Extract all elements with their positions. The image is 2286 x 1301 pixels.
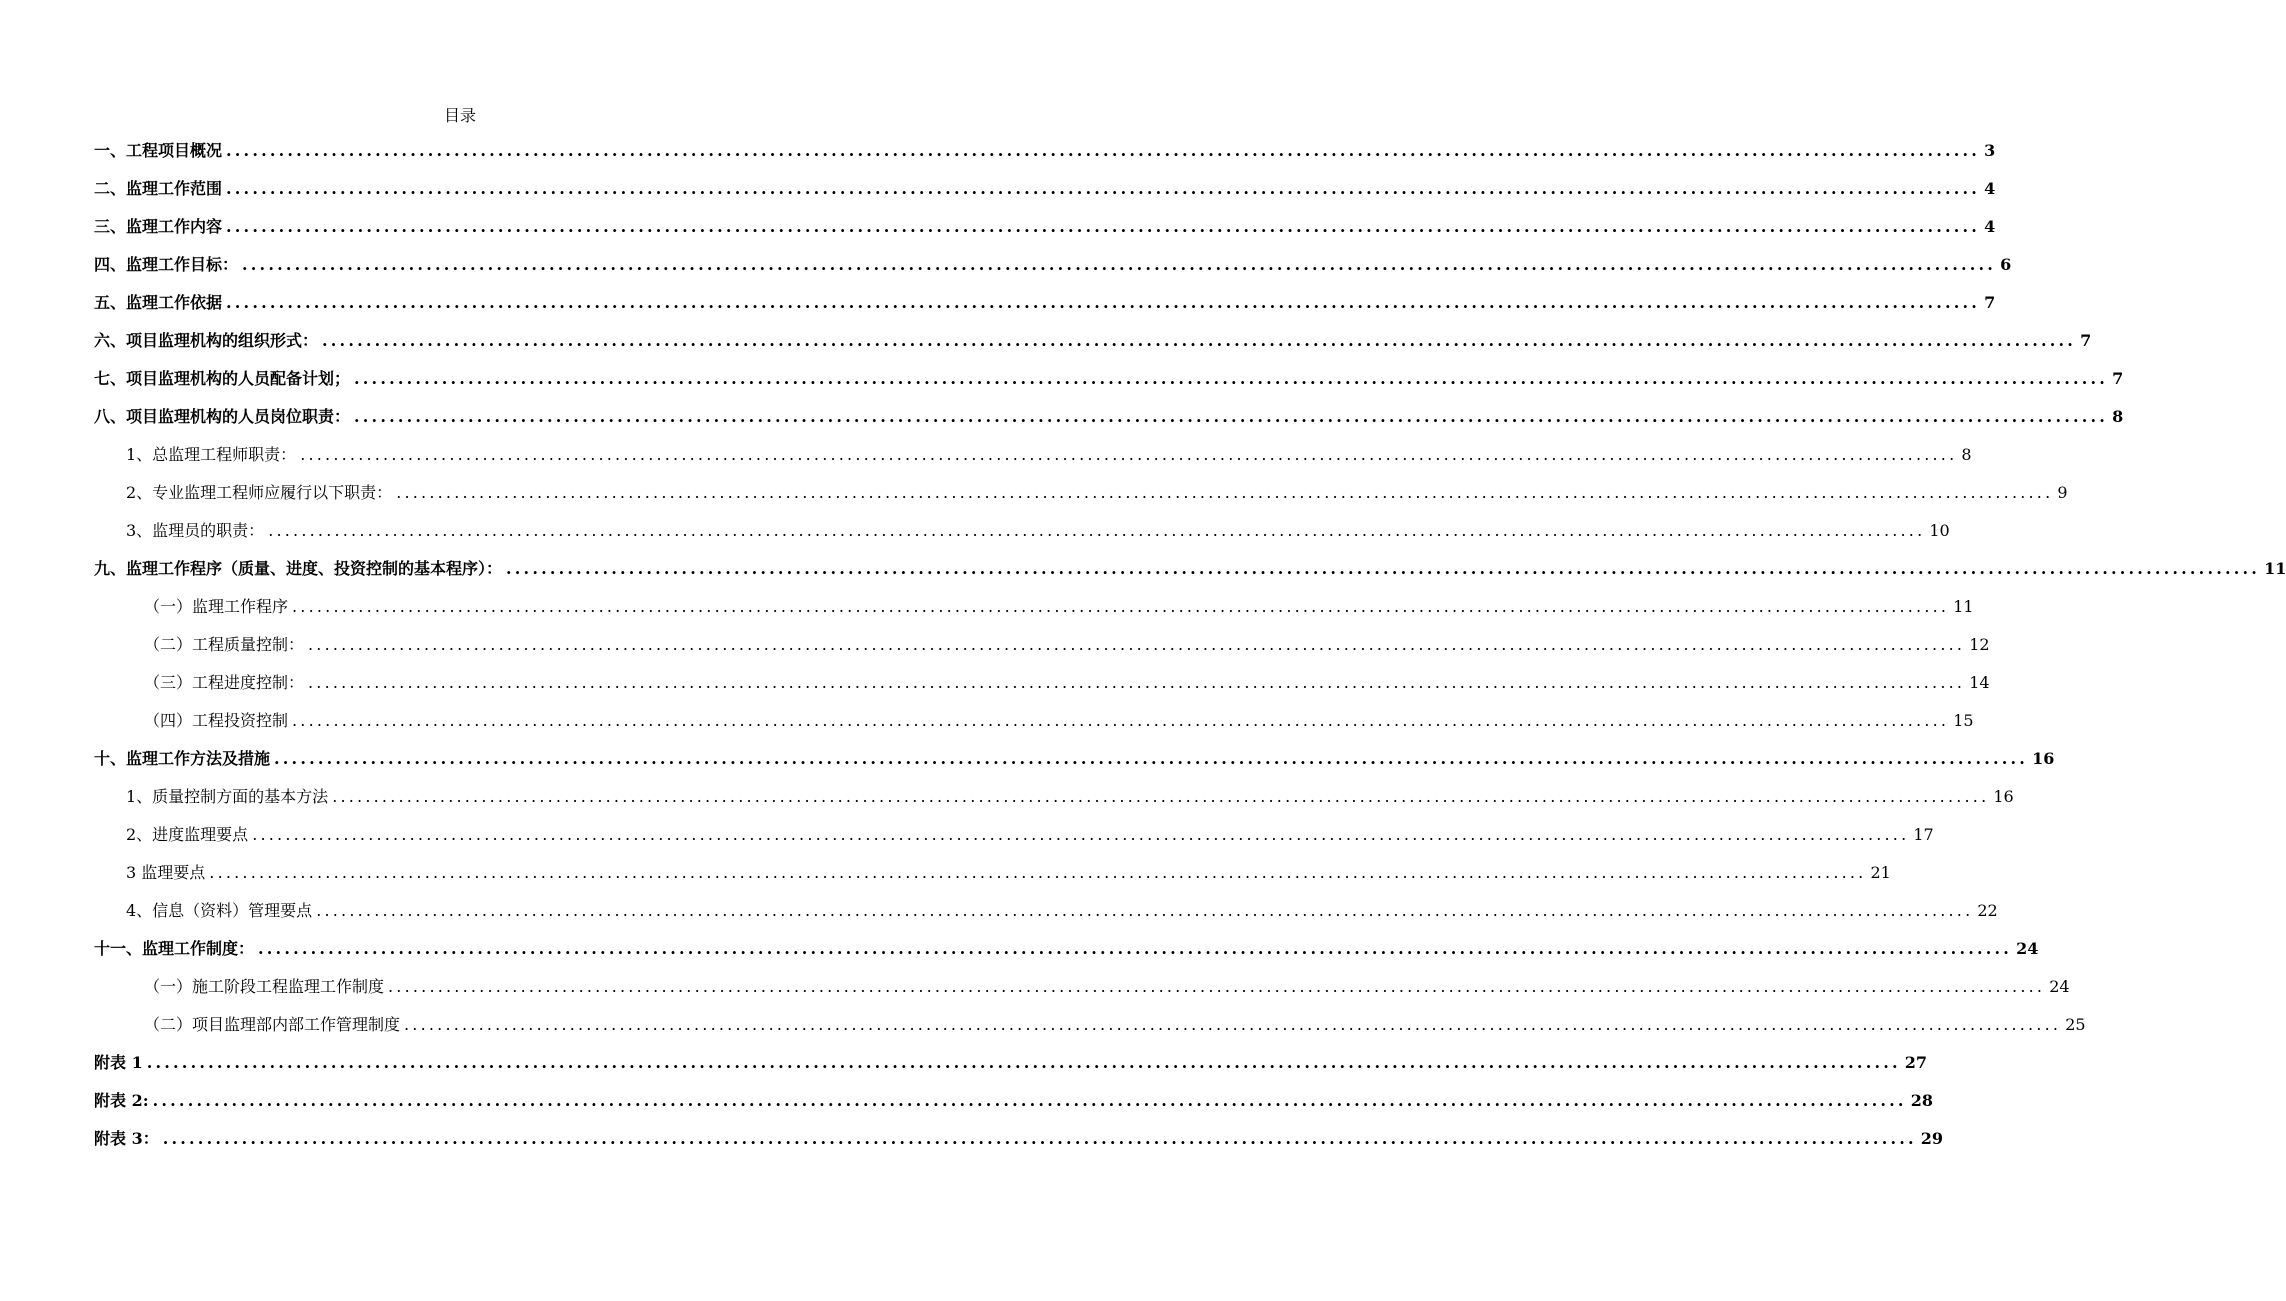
toc-entry-label: （二）项目监理部内部工作管理制度 (144, 1015, 401, 1034)
toc-leader-dots: ........................................................................................................................................................................................................ (258, 939, 2013, 958)
toc-entry[interactable] (94, 897, 1998, 921)
toc-entry-label: 三、监理工作内容 (94, 217, 223, 236)
toc-leader-dots: ........................................................................................................................................................................................................ (308, 635, 1966, 654)
toc-entry[interactable] (94, 973, 2070, 997)
toc-entry-page-number: 7 (2080, 331, 2092, 350)
toc-entry[interactable] (94, 403, 2124, 427)
toc-entry-page-number: 22 (1977, 901, 1998, 920)
toc-entry[interactable] (94, 251, 2012, 275)
toc-entry-label: （一）监理工作程序 (144, 597, 289, 616)
toc-entry[interactable] (94, 745, 2055, 769)
toc-entry[interactable] (94, 213, 1996, 237)
toc-leader-dots: ........................................................................................................................................................................................................ (388, 977, 2046, 996)
toc-entry-label: 七、项目监理机构的人员配备计划； (94, 369, 351, 388)
toc-leader-dots: ........................................................................................................................................................................................................ (146, 1053, 1901, 1072)
toc-leader-dots: ........................................................................................................................................................................................................ (506, 559, 2261, 578)
toc-entry-page-number: 12 (1969, 635, 1990, 654)
toc-leader-dots: ........................................................................................................................................................................................................ (242, 255, 1997, 274)
toc-entry-label: 1、总监理工程师职责： (126, 445, 297, 464)
toc-leader-dots: ........................................................................................................................................................................................................ (252, 825, 1910, 844)
toc-leader-dots: ........................................................................................................................................................................................................ (274, 749, 2029, 768)
toc-entry-page-number: 7 (1984, 293, 1996, 312)
toc-entry-label: 附表 2: (94, 1091, 149, 1110)
toc-entry-page-number: 6 (2000, 255, 2012, 274)
toc-leader-dots: ........................................................................................................................................................................................................ (292, 711, 1950, 730)
toc-entry-page-number: 14 (1969, 673, 1990, 692)
toc-entry[interactable] (94, 479, 2068, 503)
toc-entry[interactable] (94, 289, 1996, 313)
toc-entry-label: 八、项目监理机构的人员岗位职责： (94, 407, 351, 426)
toc-entry[interactable] (94, 859, 1891, 883)
toc-entry-page-number: 4 (1984, 217, 1996, 236)
toc-entry-label: （三）工程进度控制： (144, 673, 305, 692)
toc-entry-page-number: 27 (1904, 1053, 1928, 1072)
toc-entry[interactable] (94, 707, 1974, 731)
toc-entry-page-number: 16 (2032, 749, 2055, 768)
toc-leader-dots: ........................................................................................................................................................................................................ (316, 901, 1974, 920)
toc-leader-dots: ........................................................................................................................................................................................................ (292, 597, 1950, 616)
toc-entry-label: 六、项目监理机构的组织形式： (94, 331, 319, 350)
toc-entry[interactable] (94, 631, 1990, 655)
toc-leader-dots: ........................................................................................................................................................................................................ (322, 331, 2077, 350)
toc-entry[interactable] (94, 935, 2039, 959)
toc-entry-label: 3 监理要点 (126, 863, 206, 882)
toc-entry[interactable] (94, 1011, 2086, 1035)
toc-leader-dots: ........................................................................................................................................................................................................ (162, 1129, 1917, 1148)
toc-entry-page-number: 28 (1910, 1091, 1933, 1110)
toc-entry-page-number: 25 (2065, 1015, 2086, 1034)
toc-entry[interactable] (94, 327, 2092, 351)
toc-entry-page-number: 8 (1961, 445, 1972, 464)
toc-leader-dots: ........................................................................................................................................................................................................ (209, 863, 1867, 882)
toc-entry[interactable] (94, 441, 1972, 465)
toc-entry-page-number: 24 (2016, 939, 2039, 958)
toc-entry-label: 附表 1 (94, 1053, 143, 1072)
toc-leader-dots: ........................................................................................................................................................................................................ (404, 1015, 2062, 1034)
toc-leader-dots: ........................................................................................................................................................................................................ (268, 521, 1926, 540)
toc-leader-dots: ........................................................................................................................................................................................................ (354, 369, 2109, 388)
toc-entry-label: 2、专业监理工程师应履行以下职责： (126, 483, 393, 502)
toc-entry-label: （四）工程投资控制 (144, 711, 289, 730)
toc-entry-page-number: 11 (2264, 559, 2286, 578)
toc-entry[interactable] (94, 821, 1934, 845)
toc-entry[interactable] (94, 1087, 1933, 1111)
toc-entry[interactable] (94, 517, 1950, 541)
toc-leader-dots: ........................................................................................................................................................................................................ (396, 483, 2054, 502)
toc-entry-label: 1、质量控制方面的基本方法 (126, 787, 329, 806)
toc-entry-label: 附表 3： (94, 1129, 159, 1148)
toc-entry-label: 九、监理工作程序（质量、进度、投资控制的基本程序）： (94, 559, 503, 578)
toc-leader-dots: ........................................................................................................................................................................................................ (226, 217, 1981, 236)
toc-entry-page-number: 7 (2112, 369, 2124, 388)
toc-title: 目录 (443, 106, 476, 125)
toc-entry[interactable] (94, 669, 1990, 693)
toc-entry-page-number: 4 (1984, 179, 1996, 198)
toc-entry-label: （二）工程质量控制： (144, 635, 305, 654)
toc-leader-dots: ........................................................................................................................................................................................................ (308, 673, 1966, 692)
toc-entry-page-number: 29 (1920, 1129, 1944, 1148)
toc-entry[interactable] (94, 175, 1996, 199)
toc-entry-label: 十、监理工作方法及措施 (94, 749, 271, 768)
toc-entry-label: 4、信息（资料）管理要点 (126, 901, 313, 920)
toc-entry[interactable] (94, 137, 1996, 161)
toc-entry-page-number: 3 (1984, 141, 1996, 160)
toc-leader-dots: ........................................................................................................................................................................................................ (226, 179, 1981, 198)
toc-entry[interactable] (94, 365, 2124, 389)
toc-entry-page-number: 24 (2049, 977, 2070, 996)
toc-entry-label: 四、监理工作目标： (94, 255, 239, 274)
toc-entry-page-number: 17 (1913, 825, 1934, 844)
toc-entry-label: 五、监理工作依据 (94, 293, 223, 312)
toc-leader-dots: ........................................................................................................................................................................................................ (226, 141, 1981, 160)
toc-entry-label: 2、进度监理要点 (126, 825, 249, 844)
toc-entry[interactable] (94, 783, 2014, 807)
toc-leader-dots: ........................................................................................................................................................................................................ (152, 1091, 1907, 1110)
toc-entry-page-number: 11 (1953, 597, 1974, 616)
toc-entry[interactable] (94, 1125, 1944, 1149)
toc-entry[interactable] (94, 555, 2286, 579)
toc-entry[interactable] (94, 1049, 1928, 1073)
toc-leader-dots: ........................................................................................................................................................................................................ (300, 445, 1958, 464)
toc-entry-label: 3、监理员的职责： (126, 521, 265, 540)
toc-leader-dots: ........................................................................................................................................................................................................ (354, 407, 2109, 426)
toc-entry-page-number: 8 (2112, 407, 2124, 426)
toc-entry-label: 一、工程项目概况 (94, 141, 223, 160)
toc-entry-label: （一）施工阶段工程监理工作制度 (144, 977, 385, 996)
toc-entry-page-number: 16 (1993, 787, 2014, 806)
toc-entry-page-number: 10 (1929, 521, 1950, 540)
toc-entry-page-number: 21 (1870, 863, 1891, 882)
toc-entry-page-number: 15 (1953, 711, 1974, 730)
toc-entry-label: 十一、监理工作制度： (94, 939, 255, 958)
toc-entry-page-number: 9 (2057, 483, 2068, 502)
toc-entry[interactable] (94, 593, 1974, 617)
toc-leader-dots: ........................................................................................................................................................................................................ (332, 787, 1990, 806)
toc-leader-dots: ........................................................................................................................................................................................................ (226, 293, 1981, 312)
toc-entry-label: 二、监理工作范围 (94, 179, 223, 198)
